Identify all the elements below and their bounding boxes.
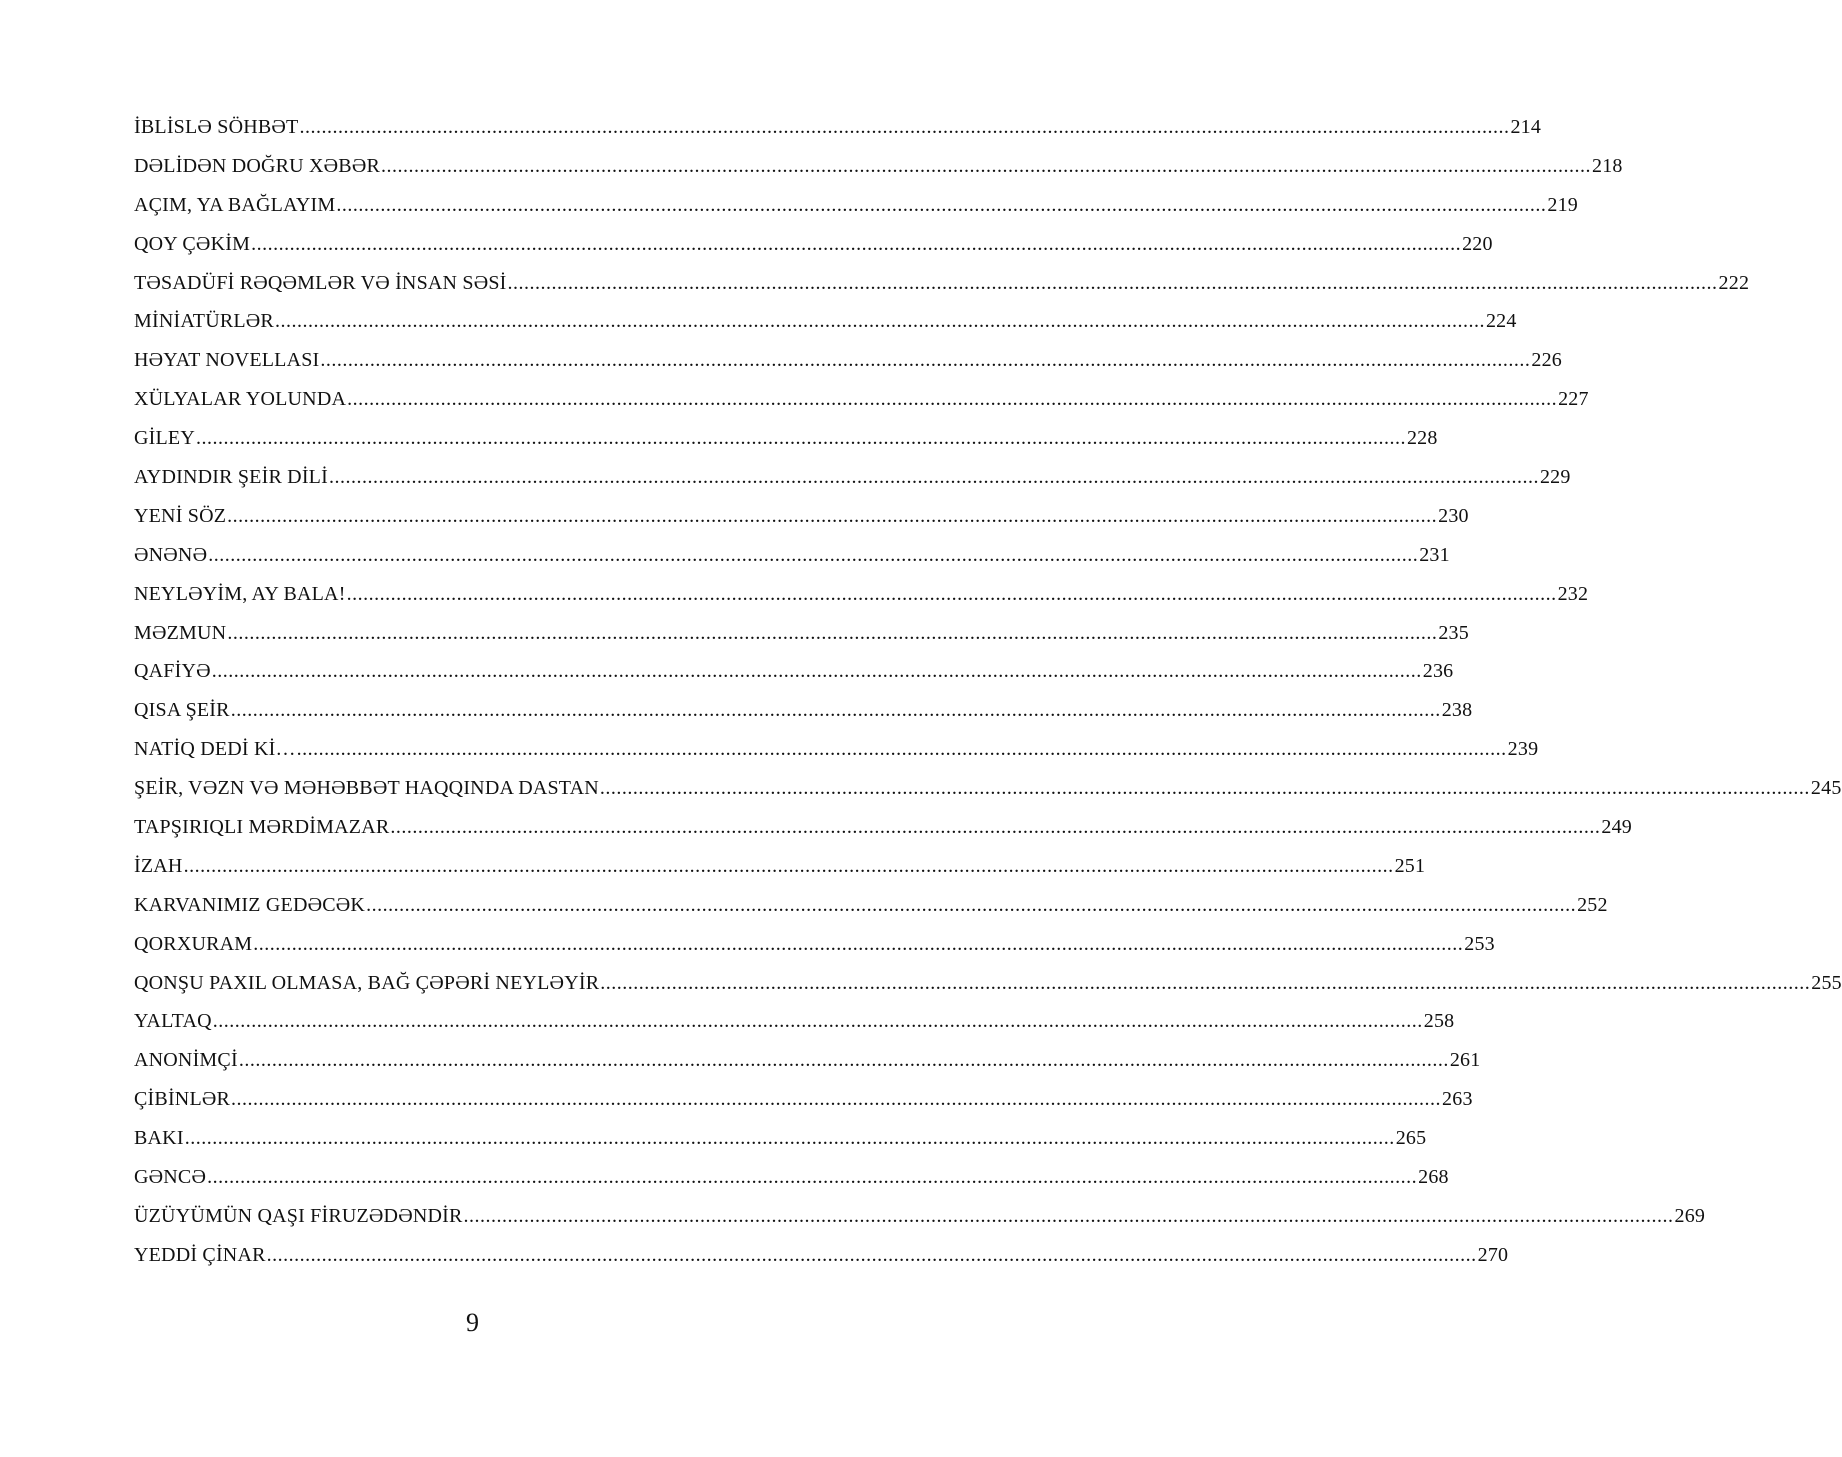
toc-entry-title: ANONİMÇİ (134, 1049, 238, 1072)
dot-leader: ............................................................................................................................................................................................................................ (227, 504, 1438, 527)
toc-entry-page: 214 (1510, 116, 1542, 138)
toc-entry-page: 251 (1394, 854, 1426, 877)
toc-entry (134, 730, 1539, 769)
toc-entry-page: 245 (1810, 777, 1842, 800)
dot-leader: ............................................................................................................................................................................................................................ (184, 1127, 1395, 1150)
toc-entry-title: TƏSADÜFİ RƏQƏMLƏR VƏ İNSAN SƏSİ (134, 271, 507, 294)
toc-entry-page: 224 (1485, 310, 1517, 333)
dot-leader: ............................................................................................................................................................................................................................ (336, 193, 1547, 216)
toc-entry (134, 886, 1608, 925)
toc-entry-page: 218 (1592, 154, 1623, 177)
toc-entry-page: 227 (1558, 388, 1589, 411)
dot-leader: ............................................................................................................................................................................................................................ (195, 427, 1406, 450)
toc-entry-title: QISA ŞEİR (134, 699, 230, 722)
toc-entry (134, 1158, 1449, 1197)
toc-entry-title: QONŞU PAXIL OLMASA, BAĞ ÇƏPƏRİ NEYLƏYİR (134, 971, 600, 994)
toc-entry-page: 226 (1531, 349, 1563, 372)
dot-leader: ............................................................................................................................................................................................................................ (208, 543, 1419, 566)
toc-entry (134, 847, 1426, 886)
toc-entry-title: AÇIM, YA BAĞLAYIM (134, 193, 336, 216)
dot-leader: ............................................................................................................................................................................................................................ (347, 388, 1558, 411)
toc-entry-title: ƏNƏNƏ (134, 543, 208, 566)
toc-entry (134, 769, 1842, 808)
toc-entry-title: BAKI (134, 1127, 184, 1150)
dot-leader: ............................................................................................................................................................................................................................ (212, 1010, 1423, 1033)
toc-entry-page: 255 (1811, 971, 1842, 994)
dot-leader: ............................................................................................................................................................................................................................ (390, 816, 1601, 839)
toc-entry-page: 238 (1441, 699, 1473, 722)
dot-leader: ............................................................................................................................................................................................................................ (320, 349, 1531, 372)
toc-entry-page: 269 (1674, 1204, 1706, 1227)
toc-entry (134, 341, 1563, 380)
toc-entry-title: NEYLƏYİM, AY BALA! (134, 582, 346, 605)
toc-entry-page: 219 (1547, 193, 1578, 216)
toc-entry (134, 691, 1473, 730)
toc-entry-title: AYDINDIR ŞEİR DİLİ (134, 466, 328, 489)
dot-leader: ............................................................................................................................................................................................................................ (366, 893, 1577, 916)
toc-entry-title: XÜLYALAR YOLUNDA (134, 388, 347, 411)
toc-entry-title: MİNİATÜRLƏR (134, 310, 274, 333)
toc-entry (134, 1041, 1481, 1080)
toc-entry-title: MƏZMUN (134, 621, 227, 644)
toc-entry-title: GƏNCƏ (134, 1166, 207, 1189)
toc-entry-page: 232 (1557, 582, 1589, 605)
toc-entry-page: 258 (1423, 1010, 1455, 1033)
toc-entry (134, 925, 1495, 964)
toc-entry-page: 249 (1601, 816, 1632, 839)
dot-leader: ............................................................................................................................................................................................................................ (266, 1243, 1477, 1266)
page-number: 9 (466, 1308, 479, 1337)
dot-leader: ............................................................................................................................................................................................................................ (600, 971, 1811, 994)
dot-leader: ............................................................................................................................................................................................................................ (253, 932, 1464, 955)
dot-leader: ............................................................................................................................................................................................................................ (346, 582, 1557, 605)
toc-entry (134, 458, 1571, 497)
dot-leader: ............................................................................................................................................................................................................................ (183, 854, 1394, 877)
toc-entry (134, 536, 1450, 575)
dot-leader: ............................................................................................................................................................................................................................ (231, 1088, 1442, 1111)
table-of-contents (134, 108, 1842, 1275)
toc-entry (134, 1236, 1509, 1275)
toc-entry-title: YALTAQ (134, 1010, 212, 1033)
toc-entry-title: ŞEİR, VƏZN VƏ MƏHƏBBƏT HAQQINDA DASTAN (134, 777, 599, 800)
dot-leader: ............................................................................................................................................................................................................................ (211, 660, 1422, 683)
dot-leader: ............................................................................................................................................................................................................................ (381, 154, 1592, 177)
toc-entry-page: 236 (1422, 660, 1454, 683)
toc-entry-title: İBLİSLƏ SÖHBƏT (134, 116, 299, 138)
toc-entry-page: 235 (1438, 621, 1469, 644)
toc-entry (134, 264, 1750, 303)
toc-entry (134, 1119, 1427, 1158)
toc-entry-page: 222 (1718, 271, 1750, 294)
toc-entry (134, 147, 1623, 186)
toc-entry (134, 652, 1454, 691)
toc-entry (134, 186, 1578, 225)
toc-entry (134, 808, 1632, 847)
toc-entry-title: HƏYAT NOVELLASI (134, 349, 320, 372)
dot-leader: ............................................................................................................................................................................................................................ (230, 699, 1441, 722)
toc-entry-title: ÇİBİNLƏR (134, 1088, 231, 1111)
toc-entry-title: KARVANIMIZ GEDƏCƏK (134, 893, 366, 916)
toc-entry-title: YEDDİ ÇİNAR (134, 1243, 266, 1266)
dot-leader: ............................................................................................................................................................................................................................ (328, 466, 1539, 489)
dot-leader: ............................................................................................................................................................................................................................ (296, 738, 1507, 761)
toc-entry-title: YENİ SÖZ (134, 504, 227, 527)
toc-entry-page: 261 (1449, 1049, 1481, 1072)
toc-entry (134, 225, 1493, 264)
toc-entry (134, 964, 1842, 1003)
dot-leader: ............................................................................................................................................................................................................................ (463, 1204, 1674, 1227)
toc-entry (134, 302, 1517, 341)
toc-entry-page: 230 (1438, 504, 1469, 527)
toc-entry-title: TAPŞIRIQLI MƏRDİMAZAR (134, 816, 390, 839)
dot-leader: ............................................................................................................................................................................................................................ (507, 271, 1718, 294)
toc-entry-title: GİLEY (134, 427, 195, 450)
dot-leader: ............................................................................................................................................................................................................................ (251, 232, 1462, 255)
toc-entry (134, 419, 1438, 458)
dot-leader: ............................................................................................................................................................................................................................ (238, 1049, 1449, 1072)
toc-entry-page: 253 (1464, 932, 1495, 955)
toc-entry-page: 229 (1539, 466, 1571, 489)
toc-entry (134, 380, 1589, 419)
toc-entry-title: ÜZÜYÜMÜN QAŞI FİRUZƏDƏNDİR (134, 1204, 463, 1227)
dot-leader: ............................................................................................................................................................................................................................ (299, 116, 1510, 138)
toc-entry-title: QAFİYƏ (134, 660, 211, 683)
toc-entry (134, 497, 1469, 536)
toc-entry-title: NATİQ DEDİ Kİ… (134, 738, 296, 761)
dot-leader: ............................................................................................................................................................................................................................ (599, 777, 1810, 800)
toc-entry (134, 1080, 1473, 1119)
toc-entry-page: 239 (1507, 738, 1539, 761)
toc-entry-page: 252 (1577, 893, 1608, 916)
toc-entry-title: QOY ÇƏKİM (134, 232, 251, 255)
toc-entry (134, 108, 1542, 147)
toc-entry-page: 220 (1462, 232, 1493, 255)
dot-leader: ............................................................................................................................................................................................................................ (227, 621, 1438, 644)
toc-entry-title: QORXURAM (134, 932, 253, 955)
toc-entry (134, 575, 1589, 614)
toc-entry-page: 268 (1418, 1166, 1449, 1189)
toc-entry-page: 228 (1406, 427, 1438, 450)
toc-entry (134, 614, 1469, 653)
toc-entry (134, 1002, 1455, 1041)
toc-entry-title: İZAH (134, 854, 183, 877)
toc-entry-page: 231 (1419, 543, 1450, 566)
toc-entry-page: 270 (1477, 1243, 1509, 1266)
toc-entry-page: 263 (1442, 1088, 1473, 1111)
toc-entry-title: DƏLİDƏN DOĞRU XƏBƏR (134, 154, 381, 177)
dot-leader: ............................................................................................................................................................................................................................ (207, 1166, 1418, 1189)
dot-leader: ............................................................................................................................................................................................................................ (274, 310, 1485, 333)
toc-entry (134, 1197, 1706, 1236)
toc-entry-page: 265 (1395, 1127, 1427, 1150)
